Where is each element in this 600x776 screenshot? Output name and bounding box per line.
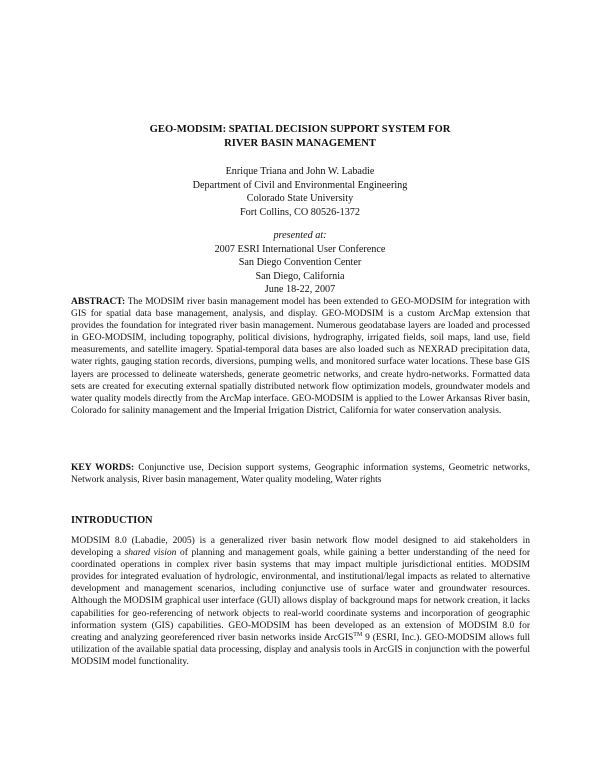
intro-part-1: MODSIM 8.0 (Labadie, 2005) is a generalized river basin network flow model designed to aid stakeholders in developing a — [71, 536, 530, 559]
department: Department of Civil and Environmental Engineering — [192, 179, 408, 191]
trademark-sup: TM — [353, 631, 363, 638]
city: San Diego, California — [255, 270, 345, 282]
keywords-label: KEY WORDS: — [71, 463, 135, 473]
intro-part-3: 9 (ESRI, Inc.). GEO-MODSIM allows full utilization of the available spatial data processing, display and analysis tools in ArcGIS in conjunction with the powerful MODSIM model functionality. — [71, 632, 530, 667]
keywords-text: Conjunctive use, Decision support systems, Geographic information systems, Geometric networks, Network analysis, River basin management, Water quality modeling, Water rights — [71, 463, 530, 486]
authors: Enrique Triana and John W. Labadie — [225, 166, 375, 177]
abstract — [71, 296, 530, 417]
intro-heading: INTRODUCTION — [71, 515, 153, 526]
author-block — [60, 165, 540, 219]
abstract-text: The MODSIM river basin management model has been extended to GEO-MODSIM for integration with GIS for spatial data base management, analysis, and display. GEO-MODSIM is a custom ArcMap extension that provides the foundation for integrated river basin management. Numerous geodatabase layers are loaded and processed in GEO-MODSIM, including topography, political divisions, hydrography, irrigated fields, soil maps, land use, field measurements, and satellite imagery. Spatial-temporal data bases are also loaded such as NEXRAD precipitation data, water rights, gauging station records, diversions, pumping wells, and monitored surface water locations. These base GIS layers are processed to delineate watersheds, generate geometric networks, and create hydro-networks. Formatted data sets are created for executing external spatially distributed network flow optimization models, groundwater models and water quality models directly from the ArcMap interface. GEO-MODSIM is applied to the Lower Arkansas River basin, Colorado for salinity management and the Imperial Irrigation District, California for water conservation analysis. — [71, 297, 530, 416]
keywords — [71, 462, 530, 486]
address: Fort Collins, CO 80526-1372 — [240, 206, 360, 218]
university: Colorado State University — [246, 193, 354, 205]
dates: June 18-22, 2007 — [264, 284, 336, 296]
paper-title — [60, 123, 540, 151]
abstract-label: ABSTRACT: — [71, 297, 126, 307]
title-line-2: RIVER BASIN MANAGEMENT — [224, 138, 376, 149]
presentation-block — [60, 229, 540, 297]
intro-part-2: of planning and management goals, while gaining a better understanding of the need for coordinated operations in complex river basin systems that may impact multiple jurisdictional entities. MODSIM provides for integrated evaluation of hydrologic, environmental, and institutional/legal impacts as related to alternative development and management scenarios, including conjunctive use of surface water and groundwater resources. Although the MODSIM graphical user interface (GUI) allows display of background maps for network creation, it lacks capabilities for geo-referencing of network objects to real-world coordinate systems and incorporation of geographic information system (GIS) capabilities. GEO-MODSIM has been developed as an extension of MODSIM 8.0 for creating and analyzing georeferenced river basin networks inside ArcGIS — [71, 548, 531, 643]
presented-label: presented at: — [273, 230, 327, 241]
intro-paragraph — [71, 535, 530, 668]
venue: San Diego Convention Center — [238, 257, 362, 269]
intro-italic: shared vision — [124, 548, 177, 559]
conference: 2007 ESRI International User Conference — [214, 243, 386, 255]
title-line-1: GEO-MODSIM: SPATIAL DECISION SUPPORT SYSTEM FOR — [149, 124, 451, 135]
